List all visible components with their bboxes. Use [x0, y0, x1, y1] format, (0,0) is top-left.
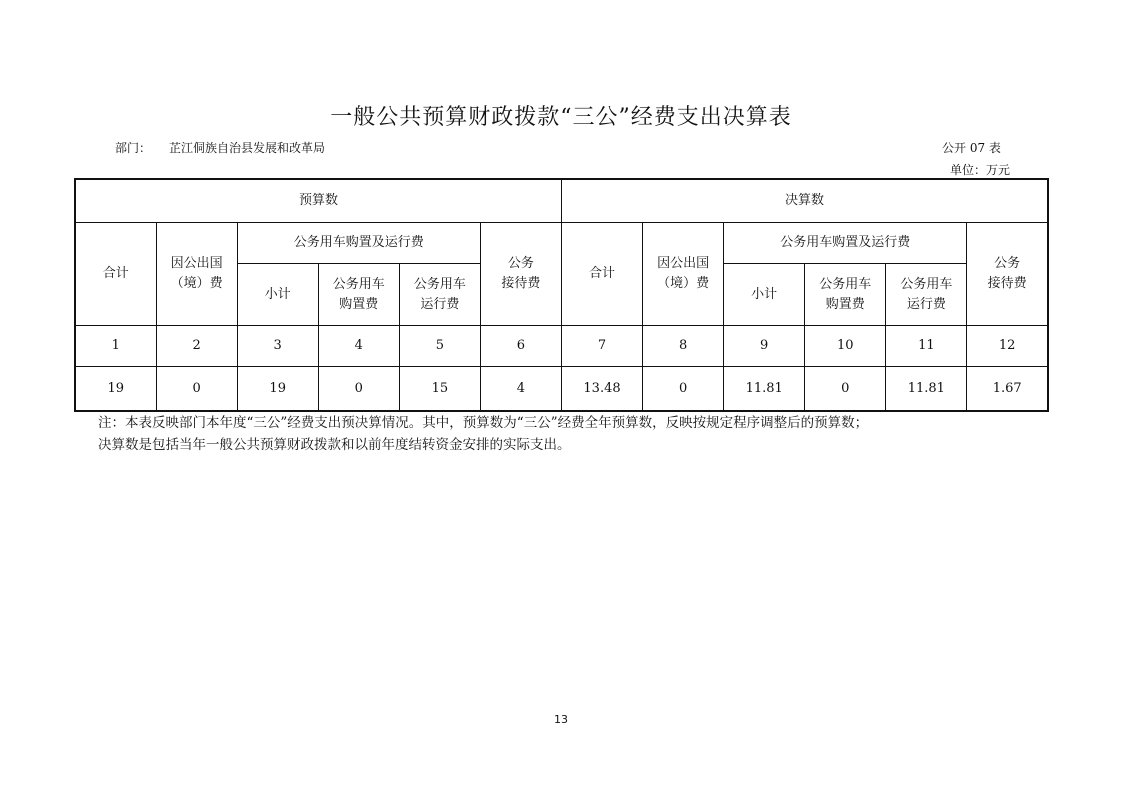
- column-number: 5: [399, 326, 480, 367]
- final-vehicle-subtotal-value: 11.81: [724, 367, 805, 412]
- budget-vehicle-purchase-value: 0: [318, 367, 399, 412]
- final-reception-header: 公务 接待费: [967, 223, 1048, 326]
- final-vehicle-operation-value: 11.81: [886, 367, 967, 412]
- final-subtotal-header: 小计: [724, 264, 805, 326]
- budget-reception-value: 4: [480, 367, 561, 412]
- column-number: 9: [724, 326, 805, 367]
- column-number: 11: [886, 326, 967, 367]
- final-operation-header: 公务用车 运行费: [886, 264, 967, 326]
- final-total-header: 合计: [561, 223, 642, 326]
- form-number: 公开 07 表: [942, 141, 1001, 155]
- budget-vehicle-group-header: 公务用车购置及运行费: [237, 223, 480, 264]
- column-number: 8: [643, 326, 724, 367]
- final-reception-value: 1.67: [967, 367, 1048, 412]
- note-line-1: 注：本表反映部门本年度“三公”经费支出预决算情况。其中，预算数为“三公”经费全年预算数，反映按规定程序调整后的预算数；: [98, 415, 869, 431]
- final-abroad-header: 因公出国 （境）费: [643, 223, 724, 326]
- column-number: 10: [805, 326, 886, 367]
- column-number: 12: [967, 326, 1048, 367]
- budget-operation-header: 公务用车 运行费: [399, 264, 480, 326]
- value-row: [75, 367, 1048, 412]
- column-number: 4: [318, 326, 399, 367]
- column-number: 3: [237, 326, 318, 367]
- budget-vehicle-operation-value: 15: [399, 367, 480, 412]
- final-purchase-header: 公务用车 购置费: [805, 264, 886, 326]
- final-total-value: 13.48: [561, 367, 642, 412]
- budget-reception-header: 公务 接待费: [480, 223, 561, 326]
- budget-abroad-header: 因公出国 （境）费: [156, 223, 237, 326]
- final-group-header: 决算数: [561, 179, 1048, 223]
- final-abroad-value: 0: [643, 367, 724, 412]
- column-number: 7: [561, 326, 642, 367]
- budget-vehicle-subtotal-value: 19: [237, 367, 318, 412]
- column-number: 2: [156, 326, 237, 367]
- budget-total-header: 合计: [75, 223, 156, 326]
- budget-group-header: 预算数: [75, 179, 561, 223]
- column-header-row: [75, 223, 1048, 264]
- three-public-expenses-table: [74, 178, 1049, 412]
- table-note: [98, 412, 1043, 456]
- budget-purchase-header: 公务用车 购置费: [318, 264, 399, 326]
- page-number: 13: [554, 713, 568, 726]
- department-name: 芷江侗族自治县发展和改革局: [169, 141, 326, 155]
- note-line-2: 决算数是包括当年一般公共预算财政拨款和以前年度结转资金安排的实际支出。: [98, 437, 571, 453]
- budget-abroad-value: 0: [156, 367, 237, 412]
- final-vehicle-purchase-value: 0: [805, 367, 886, 412]
- budget-total-value: 19: [75, 367, 156, 412]
- department-line: [115, 139, 325, 156]
- page-title: 一般公共预算财政拨款“三公”经费支出决算表: [330, 105, 792, 130]
- unit-label: 单位：万元: [950, 163, 1011, 177]
- column-number: 6: [480, 326, 561, 367]
- group-header-row: [75, 179, 1048, 223]
- budget-subtotal-header: 小计: [237, 264, 318, 326]
- column-number-row: [75, 326, 1048, 367]
- column-number: 1: [75, 326, 156, 367]
- department-label: 部门：: [115, 141, 152, 155]
- final-vehicle-group-header: 公务用车购置及运行费: [724, 223, 967, 264]
